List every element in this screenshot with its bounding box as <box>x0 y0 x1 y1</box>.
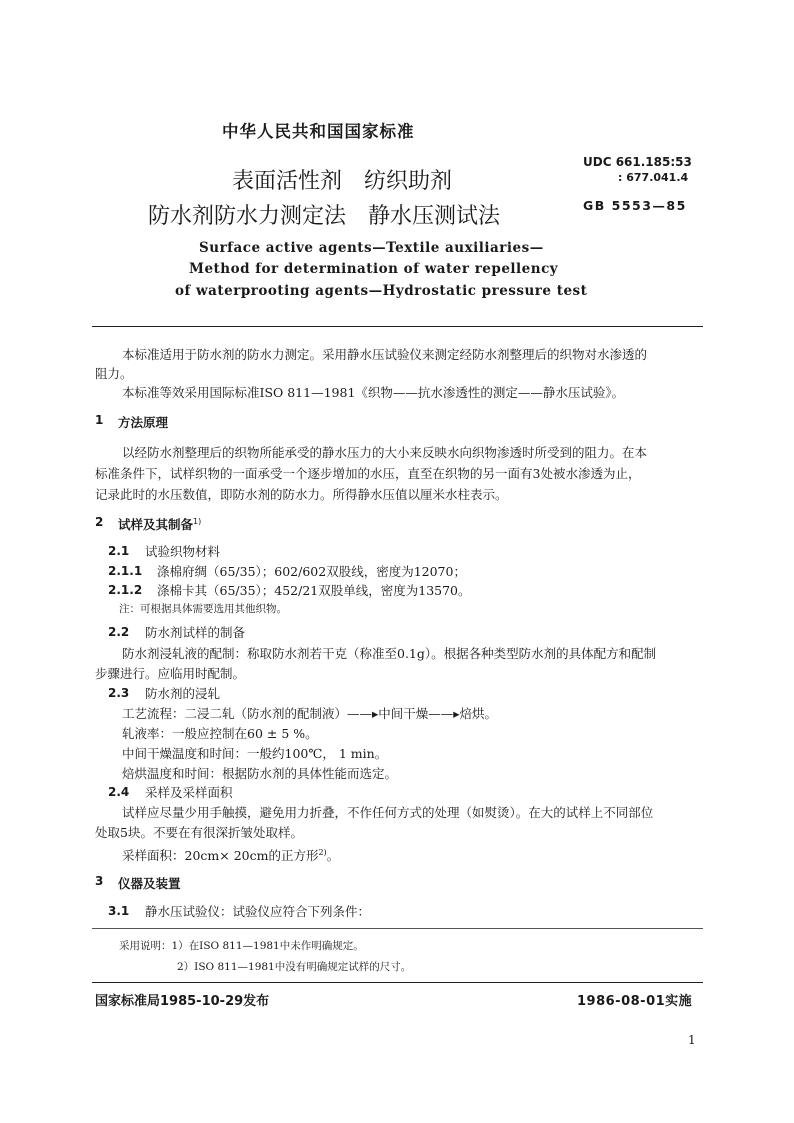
section-1-title: 方法原理 <box>118 415 169 430</box>
footer-divider <box>92 982 703 983</box>
clause-3-1-text: 静水压试验仪：试验仪应符合下列条件： <box>145 904 371 919</box>
intro-paragraph-1b: 阻力。 <box>95 366 133 381</box>
footnote-ref-1: 1) <box>193 516 202 526</box>
clause-2-4-number: 2.4 <box>108 785 130 799</box>
clause-2-1-number: 2.1 <box>108 544 130 558</box>
clause-2-2-title: 防水剂试样的制备 <box>145 625 246 640</box>
section-1-line-1: 以经防水剂整理后的织物所能承受的静水压力的大小来反映水向织物渗透时所受到的阻力。在本 <box>122 445 648 460</box>
intro-paragraph-2: 本标准等效采用国际标准ISO 811—1981《织物——抗水渗透性的测定——静水压试验》。 <box>122 385 625 400</box>
clause-2-3-number: 2.3 <box>108 686 130 700</box>
clause-2-4-title: 采样及采样面积 <box>145 785 233 800</box>
udc-code: UDC 661.185:53 <box>583 155 692 169</box>
section-1-number: 1 <box>95 413 104 427</box>
clause-2-3-line-2: 轧液率：一般应控制在60 ± 5 %。 <box>122 726 318 741</box>
section-2-title-text: 试样及其制备 <box>118 517 194 532</box>
section-2-number: 2 <box>95 515 104 529</box>
udc-code-continued: : 677.041.4 <box>618 171 689 184</box>
clause-2-4-line-3 <box>122 843 339 865</box>
clause-2-3-line-4: 焙烘温度和时间：根据防水剂的具体性能而选定。 <box>122 766 398 781</box>
clause-2-2-line-1: 防水剂浸轧液的配制：称取防水剂若干克（称准至0.1g）。根据各种类型防水剂的具体配方和配制 <box>122 646 657 661</box>
footnote-1: 采用说明：1）在ISO 811—1981中未作明确规定。 <box>119 940 364 952</box>
clause-2-1-1-number: 2.1.1 <box>108 564 143 578</box>
intro-paragraph-1a: 本标准适用于防水剂的防水力测定。采用静水压试验仪来测定经防水剂整理后的织物对水渗透的 <box>122 347 648 362</box>
issue-date: 国家标准局1985-10-29发布 <box>95 994 270 1009</box>
page-number: 1 <box>688 1033 696 1047</box>
note-text: 注：可根据具体需要选用其他织物。 <box>119 603 287 615</box>
clause-3-1-number: 3.1 <box>108 904 130 918</box>
clause-2-3-line-3: 中间干燥温度和时间：一般约100℃， 1 min。 <box>122 746 388 761</box>
issuing-organization: 中华人民共和国国家标准 <box>222 122 415 141</box>
clause-2-2-line-2: 步骤进行。应临用时配制。 <box>95 666 246 681</box>
clause-2-4-line-1: 试样应尽量少用手触摸，避免用力折叠，不作任何方式的处理（如熨烫）。在大的试样上不同部位 <box>122 805 654 820</box>
english-title-line-1: Surface active agents—Textile auxiliaries— <box>199 240 544 256</box>
header-divider <box>92 326 703 327</box>
section-1-line-2: 标准条件下，试样织物的一面承受一个逐步增加的水压，直至在织物的另一面有3处被水渗透为止， <box>95 466 641 481</box>
footnote-2: 2）ISO 811—1981中没有明确规定试样的尺寸。 <box>177 961 412 973</box>
english-title-line-2: Method for determination of water repellency <box>189 261 559 277</box>
clause-2-1-1-text: 涤棉府绸（65/35）；602/602双股线，密度为12070； <box>157 564 466 579</box>
section-3-title: 仪器及装置 <box>118 876 181 891</box>
document-title-line-1: 表面活性剂 纺织助剂 <box>232 169 453 194</box>
clause-2-2-number: 2.2 <box>108 625 130 639</box>
clause-2-3-line-1: 工艺流程：二浸二轧（防水剂的配制液）——▸中间干燥——▸焙烘。 <box>122 706 498 721</box>
clause-2-1-2-number: 2.1.2 <box>108 583 143 597</box>
clause-2-4-line-2: 处取5块。不要在有很深折皱处取样。 <box>95 825 303 840</box>
effective-date: 1986-08-01实施 <box>577 994 693 1009</box>
sampling-area-text: 采样面积：20cm× 20cm的正方形 <box>122 848 319 864</box>
clause-2-1-title: 试验织物材料 <box>145 544 221 559</box>
clause-2-3-title: 防水剂的浸轧 <box>145 686 221 701</box>
footnote-divider <box>92 928 703 929</box>
clause-2-1-2-text: 涤棉卡其（65/35）；452/21双股单线，密度为13570。 <box>157 583 471 598</box>
section-1-line-3: 记录此时的水压数值，即防水剂的防水力。所得静水压值以厘米水柱表示。 <box>95 487 508 502</box>
sampling-area-end: 。 <box>326 848 340 864</box>
section-3-number: 3 <box>95 874 104 888</box>
section-2-title <box>118 515 201 533</box>
english-title-line-3: of waterprooting agents—Hydrostatic pressure test <box>175 283 588 299</box>
footnote-ref-2: 2) <box>318 848 327 857</box>
document-title-line-2: 防水剂防水力测定法 静水压测试法 <box>148 204 501 229</box>
standard-number: GB 5553—85 <box>583 198 687 213</box>
